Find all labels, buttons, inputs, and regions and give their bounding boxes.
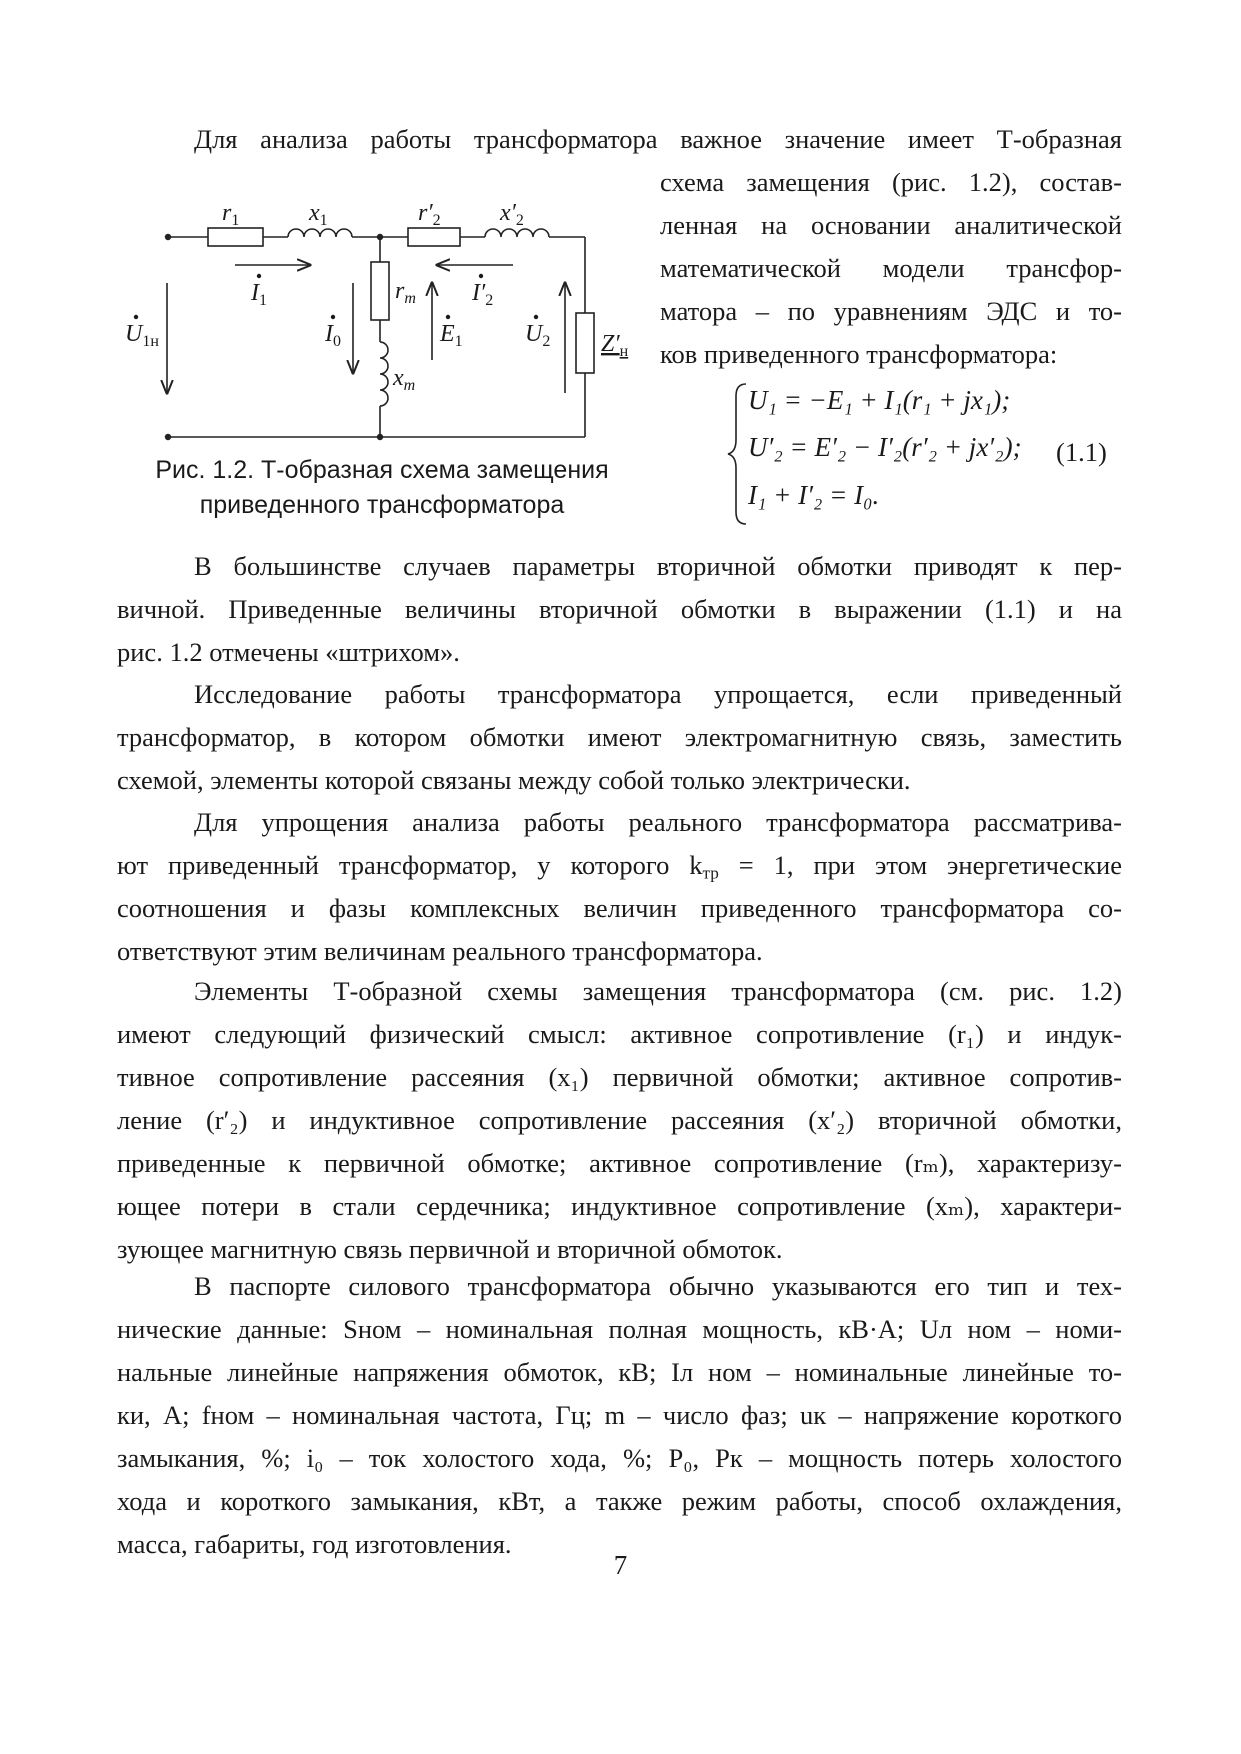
node: [377, 234, 383, 240]
equation-line: U₁ = −E₁ + I₁(r₁ + jx₁);: [748, 385, 1011, 415]
load-impedance: [576, 313, 594, 373]
inductor-x2: [485, 229, 549, 237]
paragraph: [117, 1265, 1122, 1566]
label-i0: $I_0$: [325, 321, 341, 350]
paragraph: [117, 970, 1122, 1271]
label-r1: $r_1$: [222, 200, 240, 229]
intro-side-line: математической модели трансфор-: [660, 253, 1122, 283]
inductor-x1: [288, 229, 352, 237]
node: [165, 234, 171, 240]
label-rm: $r_m$: [395, 278, 416, 307]
text-line: ответствуют этим величинам реального трансформатора.: [117, 936, 763, 966]
text-line: Для упрощения анализа работы реального трансформатора рассматрива-: [194, 807, 1122, 837]
phasor-dot: [534, 315, 538, 319]
phasor-dot: [331, 315, 335, 319]
text-line: ление (r′₂) и индуктивное сопротивление рассеяния (x′₂) вторичной обмотки,: [117, 1105, 1122, 1135]
text-line: хода и короткого замыкания, кВт, а также режим работы, способ охлаждения,: [117, 1486, 1122, 1516]
text-line: тивное сопротивление рассеяния (x₁) первичной обмотки; активное сопротив-: [117, 1062, 1122, 1092]
equation-brace: [728, 384, 746, 524]
label-e1: $E_1$: [440, 321, 463, 350]
text-line: нальные линейные напряжения обмоток, кВ; Iл ном – номинальные линейные то-: [117, 1357, 1122, 1387]
resistor-rm: [371, 262, 389, 320]
text-line: трансформатор, в котором обмотки имеют электромагнитную связь, заместить: [117, 722, 1122, 752]
text-line: имеют следующий физический смысл: активное сопротивление (r₁) и индук-: [117, 1019, 1122, 1049]
phasor-dot: [479, 274, 483, 278]
label-x1: $x_1$: [309, 200, 328, 229]
label-xm: $x_m$: [393, 365, 416, 394]
intro-side-line: матора – по уравнениям ЭДС и то-: [660, 296, 1122, 326]
inductor-xm: [380, 342, 388, 406]
page-number: 7: [613, 1550, 628, 1580]
caption-line: Рис. 1.2. Т-образная схема замещения: [155, 456, 609, 484]
caption-line: приведенного трансформатора: [199, 491, 565, 519]
text-line: масса, габариты, год изготовления.: [117, 1529, 512, 1559]
text-line: Элементы Т-образной схемы замещения трансформатора (см. рис. 1.2): [194, 976, 1122, 1006]
text-line: ют приведенный трансформатор, у которого $k_{тр} = 1$, при этом энергетические: [117, 850, 1122, 883]
equation-number: (1.1): [1056, 437, 1107, 467]
text-line: Исследование работы трансформатора упрощается, если приведенный: [194, 679, 1122, 709]
label-i1: $I_1$: [251, 280, 267, 309]
text-line: схемой, элементы которой связаны между собой только электрически.: [117, 765, 911, 795]
phasor-dot: [134, 315, 138, 319]
resistor-r1: [208, 228, 263, 246]
intro-first-line: Для анализа работы трансформатора важное значение имеет Т-образная: [194, 124, 1122, 154]
text-line: ки, А; fном – номинальная частота, Гц; m – число фаз; uк – напряжение короткого: [117, 1400, 1122, 1430]
figure-caption: [117, 453, 647, 523]
label-u2: $U_2$: [525, 321, 551, 350]
text-line: В паспорте силового трансформатора обычно указываются его тип и тех-: [194, 1271, 1122, 1301]
label-x2: $x'_2$: [500, 200, 524, 229]
text-line: замыкания, %; i₀ – ток холостого хода, %; P₀, Pк – мощность потерь холостого: [117, 1443, 1122, 1473]
resistor-r2: [408, 228, 460, 246]
phasor-dot: [257, 274, 261, 278]
text-line: соотношения и фазы комплексных величин приведенного трансформатора со-: [117, 893, 1122, 923]
phasor-dot: [446, 315, 450, 319]
text-line: рис. 1.2 отмечены «штрихом».: [117, 637, 460, 667]
text-line: ющее потери в стали сердечника; индуктивное сопротивление (xₘ), характери-: [117, 1191, 1122, 1221]
label-u1: $U_{1н}$: [125, 321, 159, 350]
equation-line: I₁ + I′₂ = I₀.: [748, 480, 880, 510]
node: [377, 434, 383, 440]
intro-side-line: ков приведенного трансформатора:: [660, 339, 1058, 369]
equation-line: U′₂ = E′₂ − I′₂(r′₂ + jx′₂);: [748, 432, 1022, 462]
text-line: зующее магнитную связь первичной и вторичной обмоток.: [117, 1234, 783, 1264]
text-line: приведенные к первичной обмотке; активное сопротивление (rₘ), характеризу-: [117, 1148, 1122, 1178]
label-i2: $I'_2$: [472, 280, 494, 309]
paragraph: [117, 545, 1122, 674]
text-line: нические данные: Sном – номинальная полная мощность, кВ·А; Uл ном – номи-: [117, 1314, 1122, 1344]
label-r2: $r'_2$: [418, 200, 441, 229]
paragraph: [117, 801, 1122, 973]
text-line: вичной. Приведенные величины вторичной обмотки в выражении (1.1) и на: [117, 594, 1122, 624]
paragraph: [117, 673, 1122, 802]
text-line: В большинстве случаев параметры вторичной обмотки приводят к пер-: [194, 551, 1122, 581]
intro-side-line: ленная на основании аналитической: [660, 210, 1122, 240]
label-zn: $Z'_н$: [601, 331, 629, 360]
intro-side-line: схема замещения (рис. 1.2), состав-: [660, 167, 1122, 197]
node: [165, 434, 171, 440]
